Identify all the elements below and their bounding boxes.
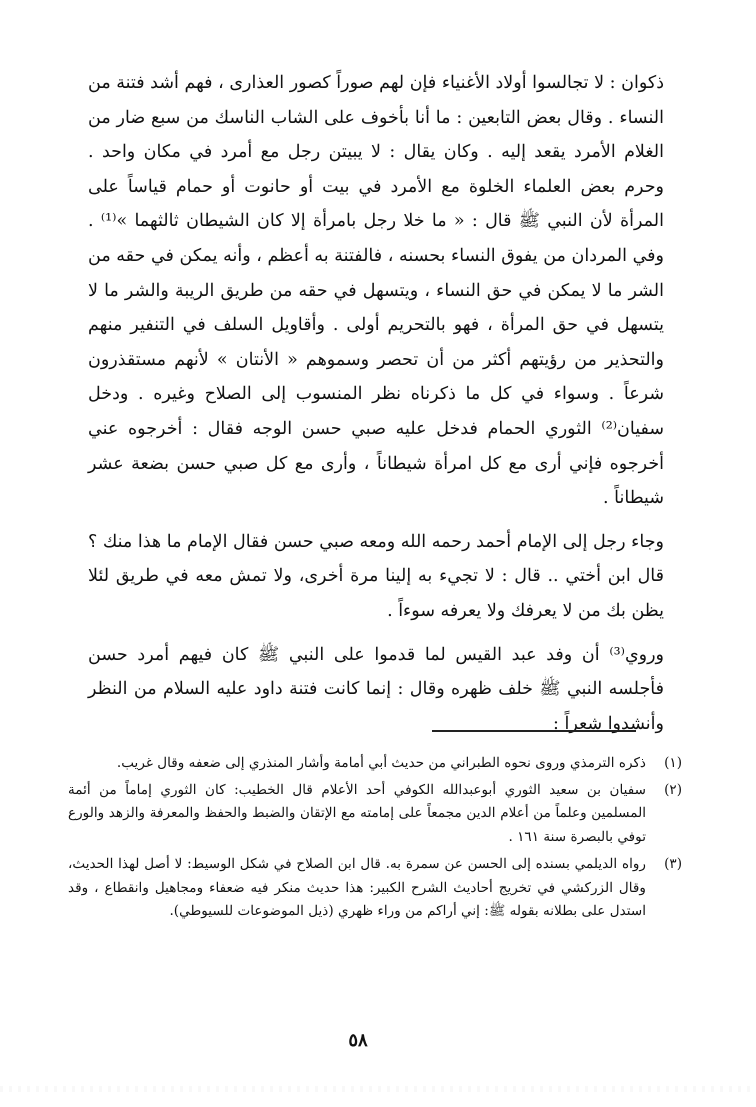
page-number: ٥٨ xyxy=(348,1030,368,1051)
footnote-1 xyxy=(68,752,682,776)
footnote-text: ذكره الترمذي وروى نحوه الطبراني من حديث أبي أمامة وأشار المنذري إلى ضعفه وقال غريب. xyxy=(116,755,646,771)
footnote-separator xyxy=(432,730,636,732)
main-text xyxy=(88,66,664,741)
paragraph-3: وروي⁽³⁾ أن وفد عبد القيس لما قدموا على النبي ﷺ كان فيهم أمرد حسن فأجلسه النبي ﷺ خلف ظهره وقال : إنما كانت فتنة داود عليه السلام من النظر وأنشدوا شعراً : xyxy=(88,644,664,734)
paragraph-2: وجاء رجل إلى الإمام أحمد رحمه الله ومعه صبي حسن فقال الإمام ما هذا منك ؟ قال ابن أختي .. قال : لا تجيء به إلينا مرة أخرى، ولا تمش معه في طريق لئلا يظن بك من لا يعرفك ولا يعرفه سوءاً . xyxy=(88,531,664,621)
footnote-number: (٢) xyxy=(664,781,682,798)
footnotes xyxy=(68,752,682,927)
footnote-text: سفيان بن سعيد الثوري أبوعبدالله الكوفي أحد الأعلام قال الخطيب: كان الثوري إماماً من أئمة المسلمين وعلماً من أعلام الدين مجمعاً على إمامته مع الإتقان والضبط والحفظ والمعرفة والزهد والورع توفي بالبصرة سنة ١٦١ . xyxy=(68,781,646,846)
footnote-number: (١) xyxy=(664,755,682,771)
footnote-number: (٣) xyxy=(664,855,682,872)
footnote-3 xyxy=(68,853,682,924)
footnote-text: رواه الديلمي بسنده إلى الحسن عن سمرة به. قال ابن الصلاح في شكل الوسيط: لا أصل لهذا الحديث، وقال الزركشي في تخريج أحاديث الشرح الكبير: هذا حديث منكر فيه ضعفاء ومجاهيل وانقطاع ، وقد استدل على بطلانه بقوله ﷺ: إني أراكم من وراء ظهري (ذيل الموضوعات للسيوطي). xyxy=(68,855,646,920)
footnote-2 xyxy=(68,779,682,850)
scan-edge-noise xyxy=(0,1086,756,1092)
paragraph-1: ذكوان : لا تجالسوا أولاد الأغنياء فإن لهم صوراً كصور العذارى ، فهم أشد فتنة من النساء . وقال بعض التابعين : ما أنا بأخوف على الشاب الناسك من سبع ضار من الغلام الأمرد يقعد إليه . وكان يقال : لا يبيتن رجل مع أمرد في مكان واحد . وحرم بعض العلماء الخلوة مع الأمرد في بيت أو حانوت أو حمام قياساً على المرأة لأن النبي ﷺ قال : « ما خلا رجل بامرأة إلا كان الشيطان ثالثهما »⁽¹⁾ . وفي المردان من يفوق النساء بحسنه ، فالفتنة به أعظم ، وأنه يمكن في حقه من الشر ما لا يمكن في حق النساء ، ويتسهل في حقه من طريق الريبة والشر ما لا يتسهل في حق المرأة ، فهو بالتحريم أولى . وأقاويل السلف في التنفير منهم والتحذير من رؤيتهم أكثر من أن تحصر وسموهم « الأنتان » لأنهم مستقذرون شرعاً . وسواء في كل ما ذكرناه نظر المنسوب إلى الصلاح وغيره . ودخل سفيان⁽²⁾ الثوري الحمام فدخل عليه صبي حسن الوجه فقال : أخرجوه عني أخرجوه فإني أرى مع كل امرأة شيطاناً ، وأرى مع كل صبي حسن بضعة عشر شيطاناً . xyxy=(88,73,664,509)
